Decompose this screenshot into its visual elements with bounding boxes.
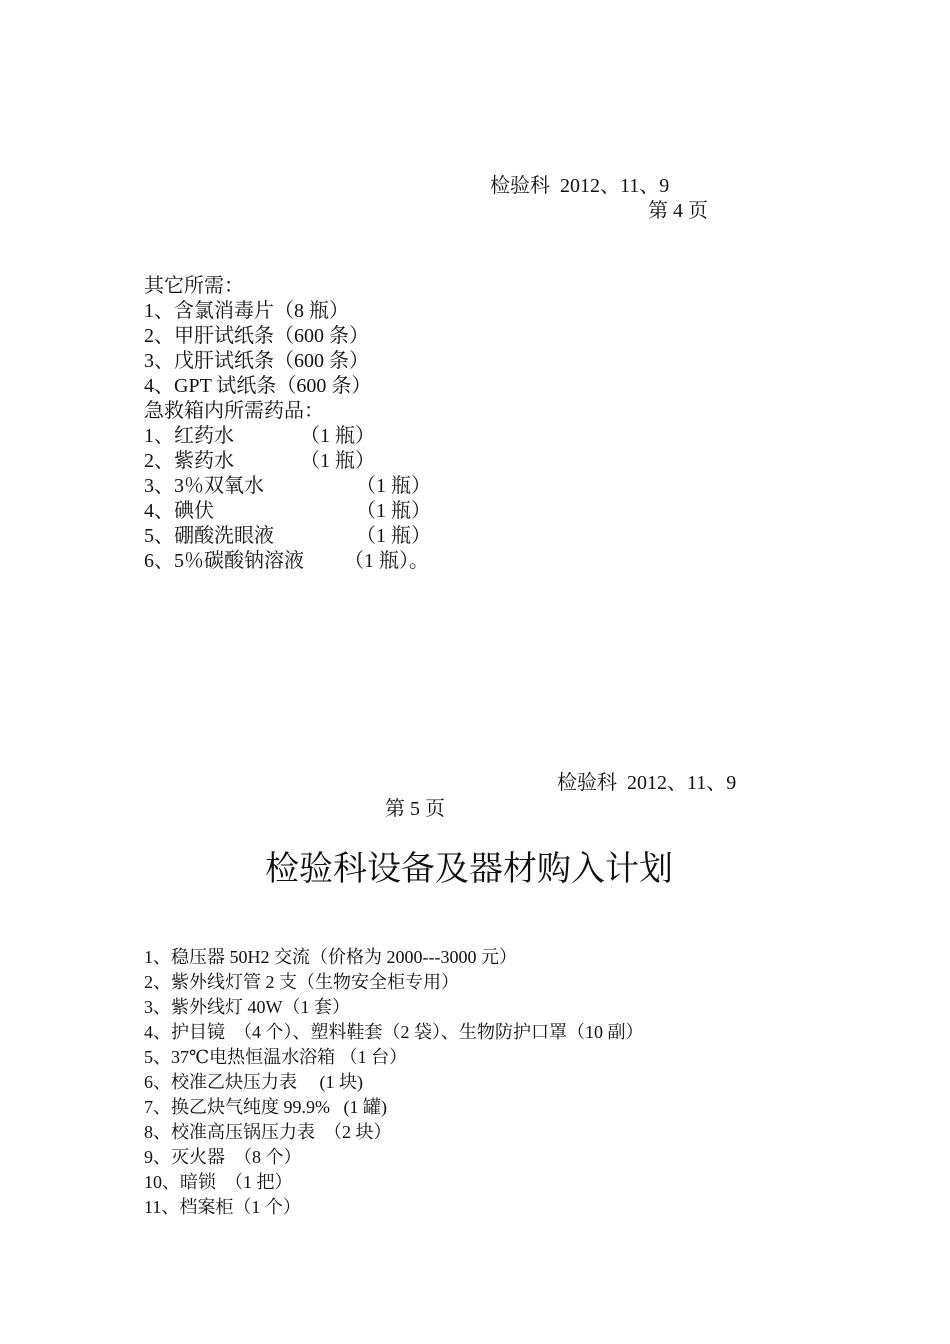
first-aid-item-name: 4、碘伏 [144,500,214,522]
document-title: 检验科设备及器材购入计划 [265,851,673,888]
first-aid-item-qty: （1 瓶）。 [344,550,429,572]
first-aid-item-name: 3、3％双氧水 [144,475,264,497]
other-needs-item: 2、甲肝试纸条（600 条） [144,325,369,347]
first-aid-heading: 急救箱内所需药品： [144,400,324,422]
purchase-item: 9、灭火器 （8 个） [144,1147,302,1167]
page5-page-label: 第 5 页 [385,798,445,820]
other-needs-item: 3、戊肝试纸条（600 条） [144,350,369,372]
purchase-item: 6、校准乙炔压力表 (1 块) [144,1072,363,1092]
page4-page-label: 第 4 页 [648,200,708,222]
first-aid-item-qty: （1 瓶） [356,500,431,522]
first-aid-item-qty: （1 瓶） [300,425,375,447]
purchase-item: 5、37℃电热恒温水浴箱 （1 台） [144,1047,408,1067]
page4-dept-date: 检验科 2012、11、9 [490,175,670,197]
first-aid-item-name: 1、红药水 [144,425,234,447]
first-aid-item-qty: （1 瓶） [356,525,431,547]
purchase-item: 3、紫外线灯 40W（1 套） [144,997,350,1017]
first-aid-item-qty: （1 瓶） [356,475,431,497]
purchase-item: 7、换乙炔气纯度 99.9% (1 罐) [144,1097,387,1117]
first-aid-item-qty: （1 瓶） [300,450,375,472]
purchase-item: 2、紫外线灯管 2 支（生物安全柜专用） [144,972,459,992]
page5-dept-date: 检验科 2012、11、9 [557,772,737,794]
purchase-item: 11、档案柜（1 个） [144,1197,301,1217]
other-needs-item: 4、GPT 试纸条（600 条） [144,375,372,397]
purchase-item: 10、暗锁 （1 把） [144,1172,293,1192]
purchase-item: 4、护目镜 （4 个）、塑料鞋套（2 袋）、生物防护口罩（10 副） [144,1022,644,1042]
purchase-item: 8、校准高压锅压力表 （2 块） [144,1122,392,1142]
first-aid-item-name: 5、硼酸洗眼液 [144,525,274,547]
first-aid-item-name: 2、紫药水 [144,450,234,472]
other-needs-heading: 其它所需： [144,275,244,297]
other-needs-item: 1、含氯消毒片（8 瓶） [144,300,349,322]
first-aid-item-name: 6、5％碳酸钠溶液 [144,550,304,572]
purchase-item: 1、稳压器 50H2 交流（价格为 2000---3000 元） [144,947,517,967]
